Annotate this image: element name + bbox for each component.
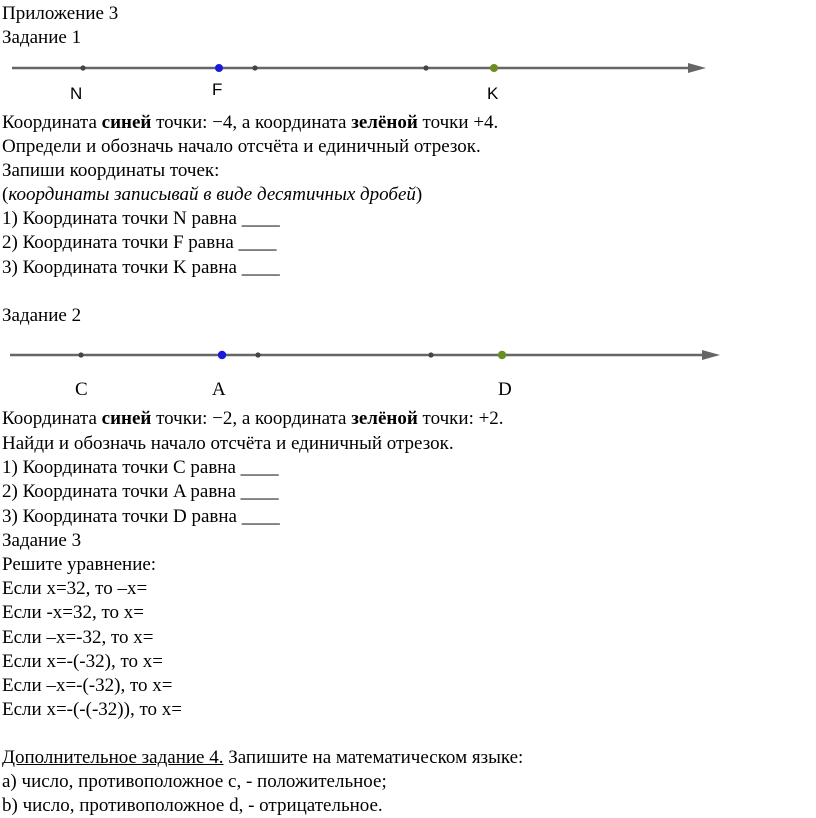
task3-item-1: Если x=32, то –x=	[2, 578, 148, 599]
label-d: D	[498, 379, 512, 400]
task2-line1-bold-blue: синей	[101, 408, 152, 429]
point-d-dot	[498, 351, 506, 359]
task1-q3: 3) Координата точки K равна ____	[2, 257, 280, 278]
label-f: F	[212, 80, 223, 99]
task2-q1: 1) Координата точки C равна ____	[2, 457, 279, 478]
label-n: N	[70, 84, 83, 103]
number-line-2	[0, 343, 816, 367]
point-c-dot	[78, 352, 83, 357]
task1-title: Задание 1	[2, 27, 82, 48]
task2-line1-part2: точки: −2, а координата	[151, 408, 352, 429]
paren-open: (	[2, 184, 9, 205]
tick-dot-1	[252, 65, 257, 70]
point-n-dot	[80, 65, 85, 70]
extra-item-a: a) число, противоположное c, - положительное;	[2, 771, 387, 792]
point-f-dot	[215, 64, 223, 72]
task2-line1-bold-green: зелёной	[351, 408, 418, 429]
extra-task-line	[2, 746, 523, 770]
number-line-1	[0, 56, 816, 80]
task1-q2: 2) Координата точки F равна ____	[2, 232, 277, 253]
task1-line1-part1: Координата	[2, 112, 102, 133]
task3-item-6: Если x=-(-(-32)), то x=	[2, 699, 182, 720]
task1-hint: координаты записывай в виде десятичных дробей	[8, 184, 416, 205]
task1-line1	[2, 111, 498, 135]
task2-q2: 2) Координата точки A равна ____	[2, 481, 279, 502]
task3-item-2: Если -x=32, то x=	[2, 602, 144, 623]
point-k-dot	[490, 64, 498, 72]
label-a: A	[212, 379, 226, 400]
task3-item-4: Если x=-(-32), то x=	[2, 651, 163, 672]
task3-title: Задание 3	[2, 530, 82, 551]
task1-q1: 1) Координата точки N равна ____	[2, 208, 280, 229]
task2-line1	[2, 407, 504, 431]
task2-line1-part3: точки: +2.	[417, 408, 504, 429]
task2-q3: 3) Координата точки D равна ____	[2, 506, 280, 527]
task3-item-3: Если –x=-32, то x=	[2, 627, 154, 648]
extra-item-b: b) число, противоположное d, - отрицательное.	[2, 795, 383, 816]
task3-intro: Решите уравнение:	[2, 554, 157, 575]
task1-line3: Запиши координаты точек:	[2, 160, 220, 181]
appendix-title: Приложение 3	[2, 3, 119, 24]
tick-dot-3	[255, 352, 260, 357]
task2-line1-part1: Координата	[2, 408, 102, 429]
task2-line2: Найди и обозначь начало отсчёта и единичный отрезок.	[2, 433, 454, 454]
task1-line1-part2: точки: −4, а координата	[151, 112, 352, 133]
extra-task-title: Дополнительное задание 4.	[2, 747, 224, 768]
axis-arrow-1-icon	[688, 63, 706, 73]
task1-line1-part3: точки +4.	[417, 112, 499, 133]
point-a-dot	[218, 351, 226, 359]
label-k: K	[487, 84, 499, 103]
label-c: C	[75, 379, 88, 400]
task1-line1-bold-blue: синей	[101, 112, 152, 133]
task3-item-5: Если –x=-(-32), то x=	[2, 675, 173, 696]
axis-arrow-2-icon	[702, 350, 720, 360]
tick-dot-4	[428, 352, 433, 357]
paren-close: )	[415, 184, 423, 205]
tick-dot-2	[423, 65, 428, 70]
task1-line4	[2, 183, 422, 207]
task2-title: Задание 2	[2, 305, 82, 326]
task1-line1-bold-green: зелёной	[351, 112, 418, 133]
extra-task-instruction: Запишите на математическом языке:	[223, 747, 524, 768]
task1-line2: Определи и обозначь начало отсчёта и единичный отрезок.	[2, 136, 481, 157]
